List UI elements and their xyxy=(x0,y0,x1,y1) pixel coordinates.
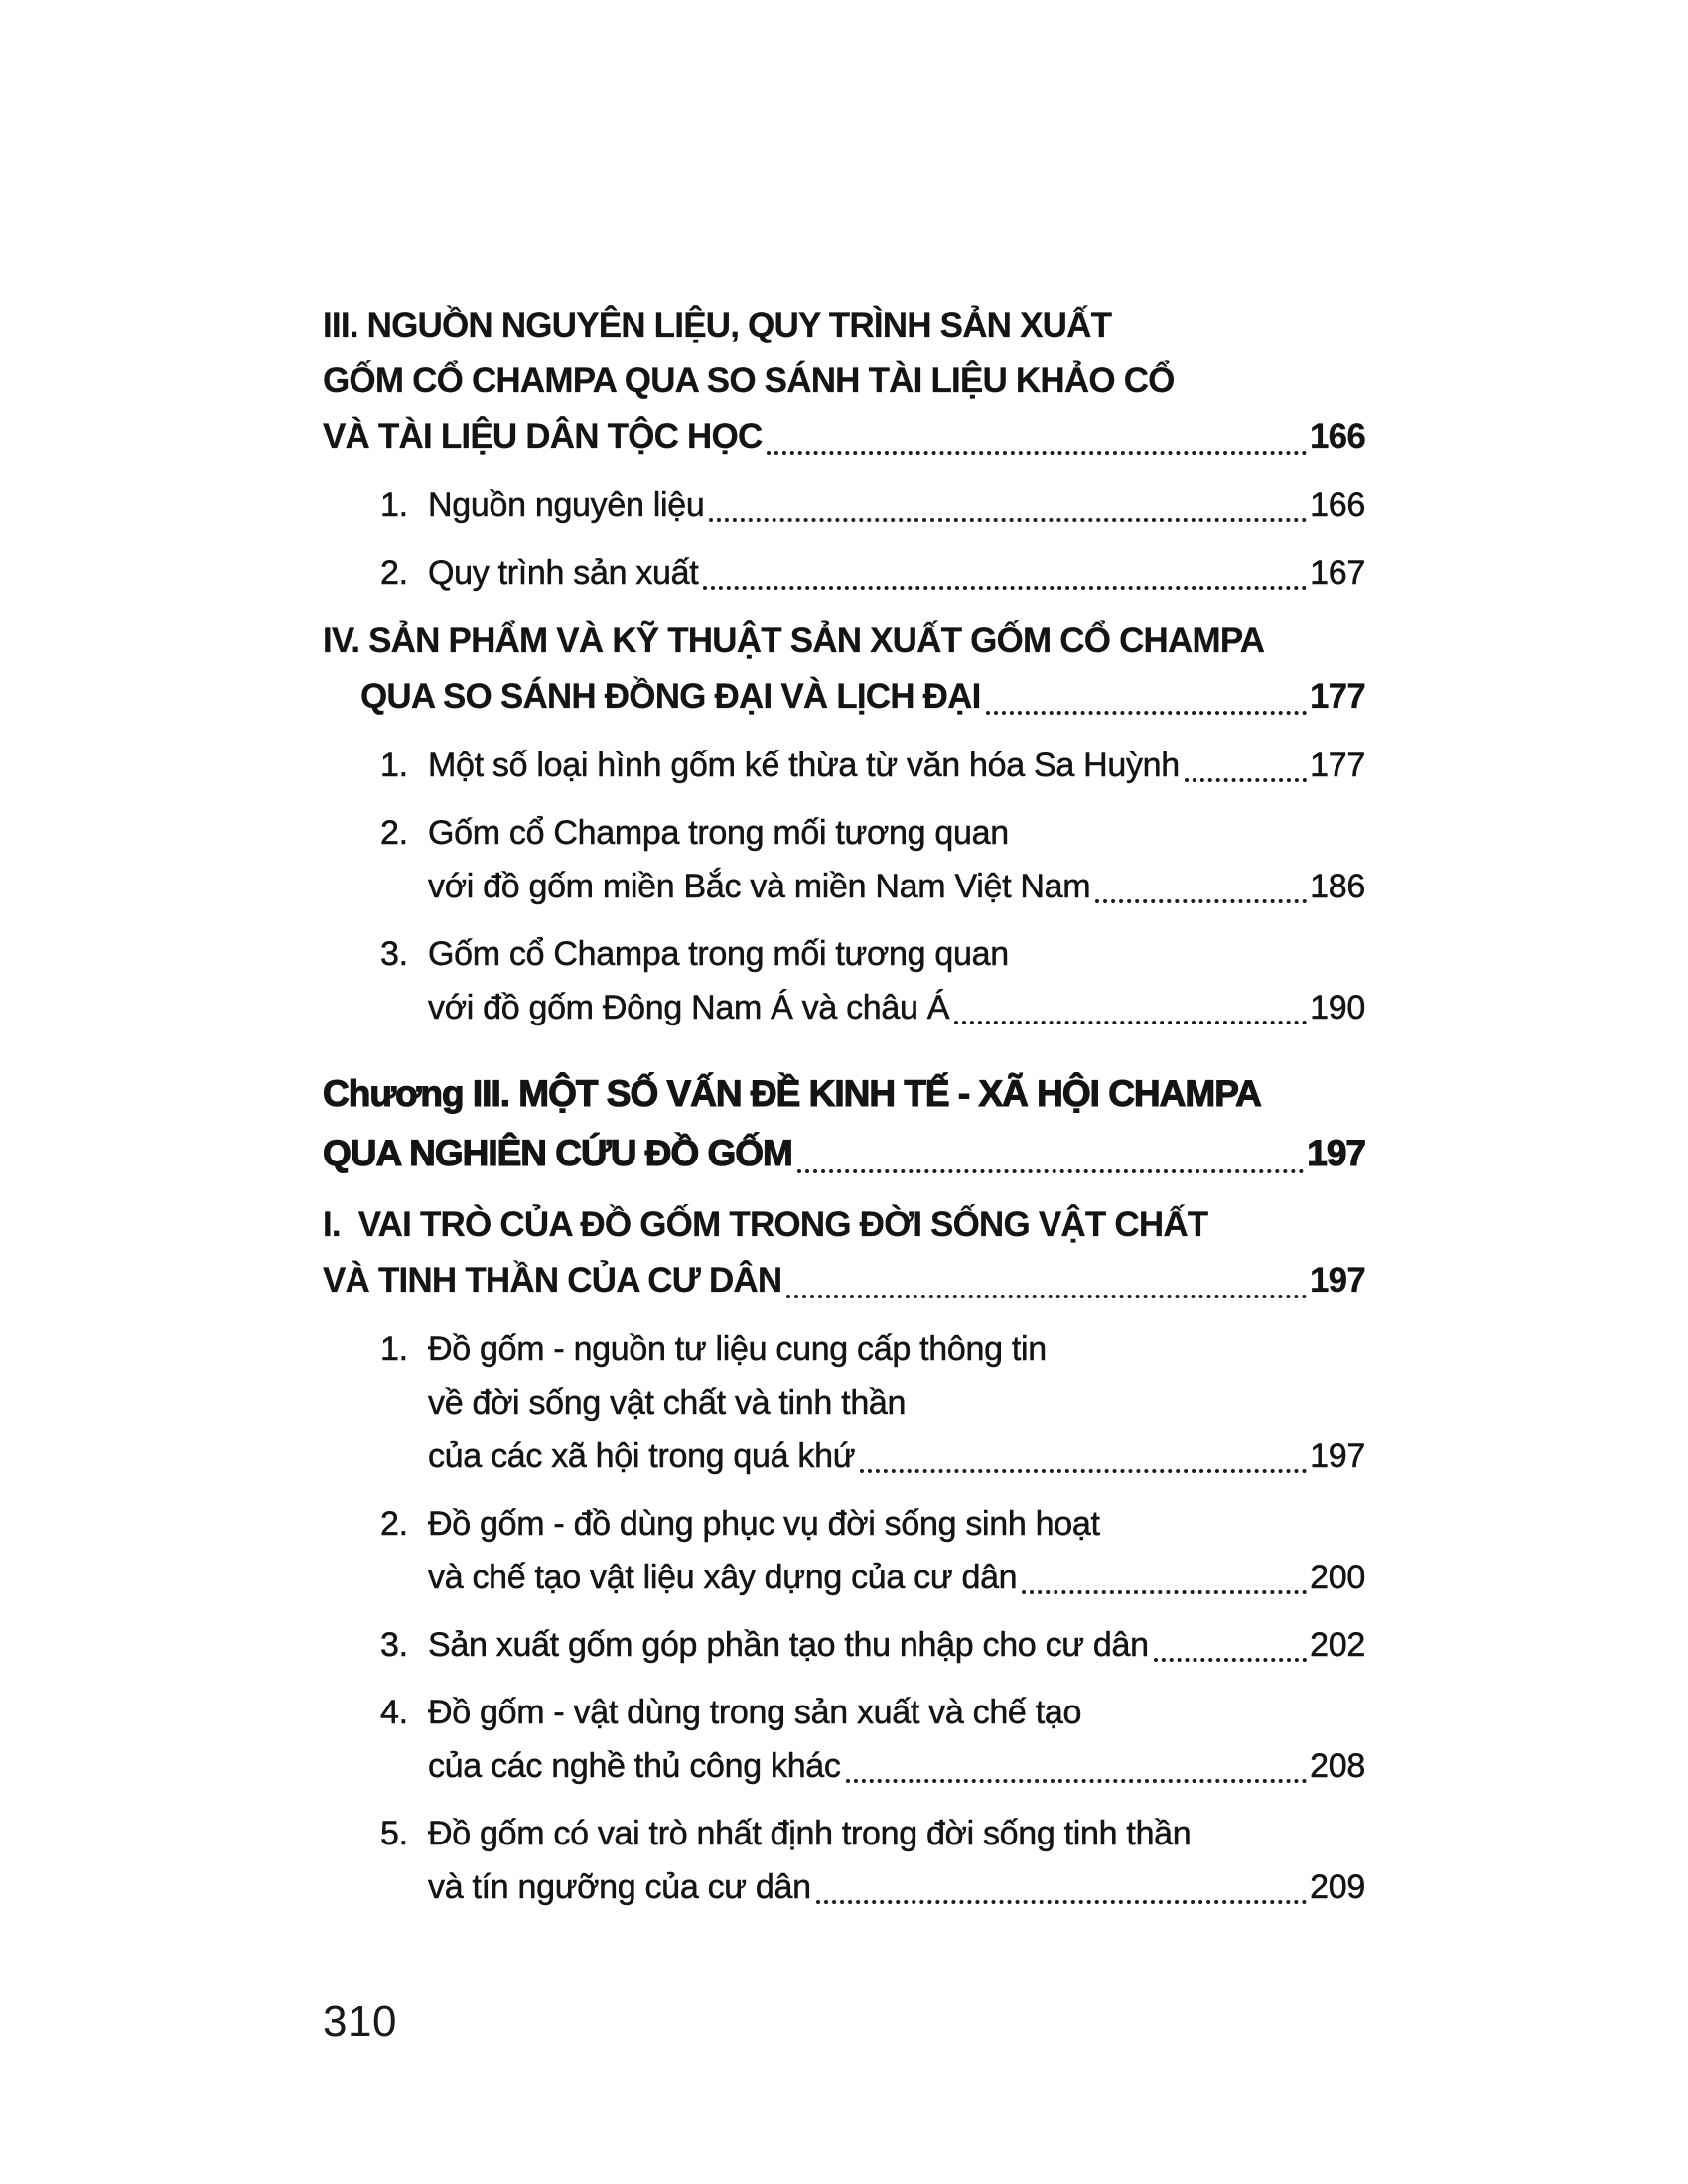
dotted-leader xyxy=(709,518,1307,522)
toc-row xyxy=(323,981,1365,1034)
toc-item-number: 2. xyxy=(380,554,408,592)
toc-row xyxy=(323,1497,1365,1551)
dotted-leader xyxy=(986,711,1307,715)
toc-entry xyxy=(323,546,1365,600)
table-of-contents xyxy=(323,298,1365,1928)
toc-item-number: 3. xyxy=(380,1626,408,1664)
toc-entry-text: của các xã hội trong quá khứ xyxy=(428,1437,856,1475)
toc-entry xyxy=(323,1497,1365,1604)
dotted-leader xyxy=(797,1169,1304,1173)
toc-item-number: 1. xyxy=(380,747,408,784)
toc-row xyxy=(323,1807,1365,1860)
dotted-leader xyxy=(703,586,1307,590)
toc-row xyxy=(323,1739,1365,1793)
toc-row xyxy=(323,1253,1365,1308)
toc-entry-text: QUA SO SÁNH ĐỒNG ĐẠI VÀ LỊCH ĐẠI xyxy=(360,677,981,716)
toc-page-number: 209 xyxy=(1310,1868,1365,1906)
dotted-leader xyxy=(860,1469,1307,1473)
toc-page-number: 167 xyxy=(1310,554,1365,592)
toc-row xyxy=(323,1686,1365,1739)
toc-row xyxy=(323,1322,1365,1376)
toc-page-number: 197 xyxy=(1307,1133,1365,1173)
toc-entry-text: Đồ gốm có vai trò nhất định trong đời sống tinh thần xyxy=(428,1815,1192,1852)
toc-entry-text: về đời sống vật chất và tinh thần xyxy=(428,1384,907,1422)
toc-row xyxy=(323,409,1365,465)
toc-entry xyxy=(323,298,1365,465)
toc-item-number: 1. xyxy=(380,486,408,524)
dotted-leader xyxy=(1154,1658,1307,1662)
toc-page-number: 177 xyxy=(1310,747,1365,784)
toc-page-number: 208 xyxy=(1310,1747,1365,1785)
toc-item-number: 5. xyxy=(380,1815,408,1852)
toc-page-number: 190 xyxy=(1310,989,1365,1026)
toc-row xyxy=(323,806,1365,860)
toc-row xyxy=(323,669,1365,725)
toc-item-number: 3. xyxy=(380,935,408,973)
toc-item-number: 4. xyxy=(380,1694,408,1731)
toc-item-number: 1. xyxy=(380,1330,408,1368)
toc-page-number: 197 xyxy=(1310,1437,1365,1475)
toc-entry-text: Một số loại hình gốm kế thừa từ văn hóa Sa Huỳnh xyxy=(428,747,1180,784)
toc-entry xyxy=(323,1686,1365,1793)
toc-item-number: 2. xyxy=(380,1505,408,1543)
toc-entry xyxy=(323,1064,1365,1183)
toc-item-number: 2. xyxy=(380,814,408,852)
toc-row xyxy=(323,614,1365,669)
dotted-leader xyxy=(1185,778,1307,782)
toc-entry xyxy=(323,806,1365,913)
toc-page-number: 166 xyxy=(1310,417,1365,456)
toc-row xyxy=(323,1376,1365,1430)
toc-entry xyxy=(323,927,1365,1034)
dotted-leader xyxy=(954,1021,1307,1024)
dotted-leader xyxy=(1095,899,1307,903)
toc-entry-text: với đồ gốm Đông Nam Á và châu Á xyxy=(428,989,950,1026)
toc-entry-text: Quy trình sản xuất xyxy=(428,554,699,592)
footer-page-number: 310 xyxy=(323,1997,397,2046)
toc-entry xyxy=(323,614,1365,725)
toc-entry xyxy=(323,1807,1365,1914)
toc-row xyxy=(323,546,1365,600)
toc-row xyxy=(323,1618,1365,1672)
toc-entry-text: và chế tạo vật liệu xây dựng của cư dân xyxy=(428,1559,1018,1596)
toc-row xyxy=(323,1551,1365,1604)
toc-page-number: 202 xyxy=(1310,1626,1365,1664)
toc-entry-text: III. NGUỒN NGUYÊN LIỆU, QUY TRÌNH SẢN XUẤT xyxy=(323,306,1112,344)
dotted-leader xyxy=(846,1779,1308,1783)
toc-row xyxy=(323,1064,1365,1124)
toc-entry-text: GỐM CỔ CHAMPA QUA SO SÁNH TÀI LIỆU KHẢO CỔ xyxy=(323,361,1175,400)
toc-entry-text: Sản xuất gốm góp phần tạo thu nhập cho cư dân xyxy=(428,1626,1149,1664)
dotted-leader xyxy=(1022,1590,1307,1594)
toc-row xyxy=(323,1197,1365,1253)
toc-row xyxy=(323,298,1365,353)
dotted-leader xyxy=(767,451,1307,455)
toc-row xyxy=(323,927,1365,981)
toc-entry-text: Chương III. MỘT SỐ VẤN ĐỀ KINH TẾ - XÃ HỘI CHAMPA xyxy=(323,1073,1261,1114)
toc-row xyxy=(323,353,1365,409)
toc-entry xyxy=(323,739,1365,792)
toc-entry-text: IV. SẢN PHẨM VÀ KỸ THUẬT SẢN XUẤT GỐM CỔ CHAMPA xyxy=(323,621,1265,660)
toc-page-number: 186 xyxy=(1310,868,1365,905)
toc-entry-text: Đồ gốm - đồ dùng phục vụ đời sống sinh hoạt xyxy=(428,1505,1100,1543)
toc-entry xyxy=(323,478,1365,532)
toc-page-number: 197 xyxy=(1310,1261,1365,1299)
dotted-leader xyxy=(816,1900,1307,1904)
toc-entry xyxy=(323,1618,1365,1672)
toc-entry-text: và tín ngưỡng của cư dân xyxy=(428,1868,811,1906)
toc-page-number: 200 xyxy=(1310,1559,1365,1596)
toc-entry xyxy=(323,1197,1365,1308)
dotted-leader xyxy=(786,1295,1307,1298)
toc-row xyxy=(323,478,1365,532)
toc-entry-text: VÀ TÀI LIỆU DÂN TỘC HỌC xyxy=(323,417,763,456)
toc-entry-text: Gốm cổ Champa trong mối tương quan xyxy=(428,814,1009,852)
toc-page-number: 166 xyxy=(1310,486,1365,524)
toc-page-number: 177 xyxy=(1310,677,1365,716)
toc-row xyxy=(323,1860,1365,1914)
toc-row xyxy=(323,739,1365,792)
toc-entry-text: của các nghề thủ công khác xyxy=(428,1747,841,1785)
toc-entry-text: I. VAI TRÒ CỦA ĐỒ GỐM TRONG ĐỜI SỐNG VẬT CHẤT xyxy=(323,1205,1208,1244)
toc-entry-text: Nguồn nguyên liệu xyxy=(428,486,705,524)
toc-entry-text: với đồ gốm miền Bắc và miền Nam Việt Nam xyxy=(428,868,1091,905)
toc-row xyxy=(323,860,1365,913)
toc-entry-text: QUA NGHIÊN CỨU ĐỒ GỐM xyxy=(323,1133,792,1173)
toc-row xyxy=(323,1430,1365,1483)
toc-entry-text: Gốm cổ Champa trong mối tương quan xyxy=(428,935,1009,973)
toc-entry xyxy=(323,1322,1365,1483)
toc-entry-text: Đồ gốm - vật dùng trong sản xuất và chế tạo xyxy=(428,1694,1082,1731)
toc-row xyxy=(323,1124,1365,1183)
toc-entry-text: Đồ gốm - nguồn tư liệu cung cấp thông tin xyxy=(428,1330,1047,1368)
toc-entry-text: VÀ TINH THẦN CỦA CƯ DÂN xyxy=(323,1261,782,1299)
